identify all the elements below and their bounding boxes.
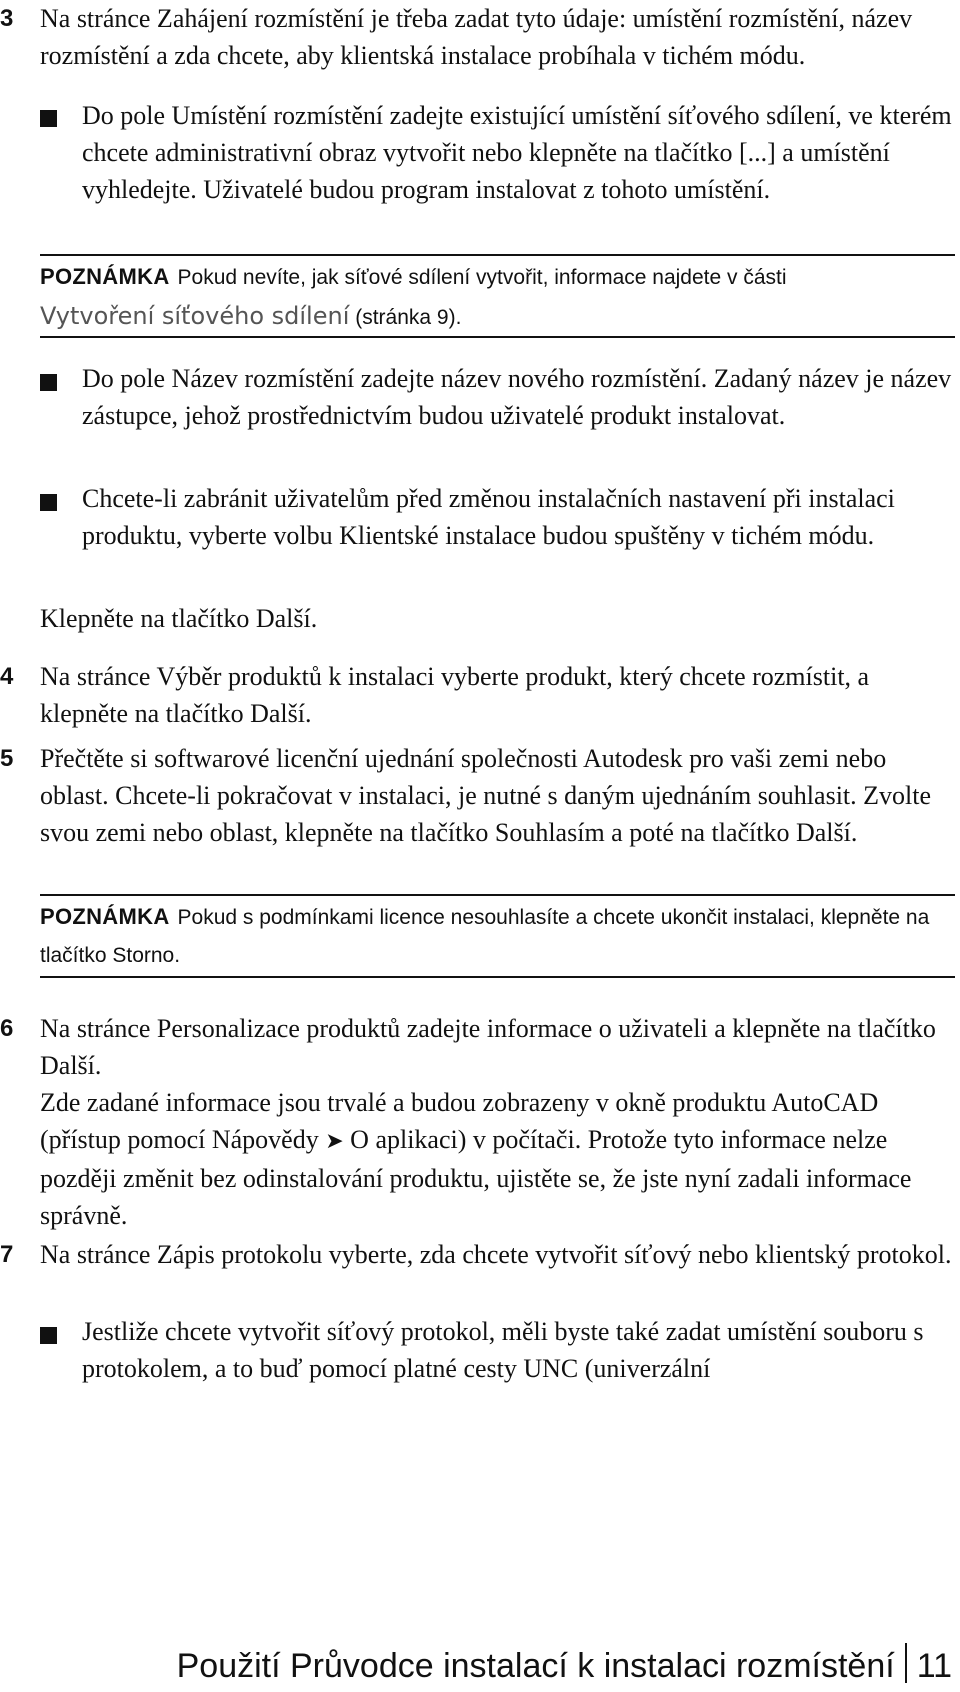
bullet-text: Do pole Umístění rozmístění zadejte existující umístění síťového sdílení, ve kterém chcete administrativní obraz vytvořit nebo klepněte na tlačítko [...] a umístění vyhledejte. Uživatelé budou program instalovat z tohoto umístění. [82,101,952,204]
step-number: 3 [0,5,14,32]
step-text: Na stránce Personalizace produktů zadejte informace o uživateli a klepněte na tlačítko Další. [40,1014,936,1080]
bullet-icon [40,494,57,511]
paragraph-text: O aplikaci) v počítači. Protože tyto informace nelze později změnit bez odinstalování produktu, ujistěte se, že jste nyní zadali informace správně. [40,1125,912,1230]
cross-reference-link[interactable]: Vytvoření síťového sdílení [40,302,350,330]
footer-separator [905,1643,907,1683]
page-number: 11 [916,1647,952,1685]
step-number: 4 [0,663,14,690]
note-text: Pokud s podmínkami licence nesouhlasíte a chcete ukončit instalaci, klepněte na tlačítko Storno. [40,906,930,967]
step-number: 6 [0,1015,14,1042]
step-text: Klepněte na tlačítko Další. [40,604,318,633]
footer-title: Použití Průvodce instalací k instalaci rozmístění [176,1647,895,1685]
note-box [40,254,955,338]
bullet-icon [40,110,57,127]
page-reference: (stránka 9). [355,306,462,329]
step-text: Na stránce Zahájení rozmístění je třeba zadat tyto údaje: umístění rozmístění, název rozmístění a zda chcete, aby klientská instalace probíhala v tichém módu. [40,4,913,70]
menu-arrow-icon: ➤ [325,1129,344,1154]
bullet-text: Chcete-li zabránit uživatelům před změnou instalačních nastavení při instalaci produktu, vyberte volbu Klientské instalace budou spuštěny v tichém módu. [82,484,895,550]
step-text: Na stránce Výběr produktů k instalaci vyberte produkt, který chcete rozmístit, a klepněte na tlačítko Další. [40,662,870,728]
step-number: 5 [0,745,14,772]
bullet-icon [40,1327,57,1344]
note-text: Pokud nevíte, jak síťové sdílení vytvořit, informace najdete v části [177,266,787,289]
bullet-icon [40,374,57,391]
note-label: POZNÁMKA [40,904,170,929]
note-label: POZNÁMKA [40,264,170,289]
paragraph-text: Zde zadané informace jsou trvalé a budou zobrazeny v okně produktu AutoCAD (přístup pomocí Nápovědy [40,1088,879,1154]
step-text: Přečtěte si softwarové licenční ujednání společnosti Autodesk pro vaši zemi nebo oblast. Chcete-li pokračovat v instalaci, je nutné s daným ujednáním souhlasit. Zvolte svou zemi nebo oblast, klepněte na tlačítko Souhlasím a poté na tlačítko Další. [40,744,932,847]
step-text: Na stránce Zápis protokolu vyberte, zda chcete vytvořit síťový nebo klientský protokol. [40,1240,952,1269]
bullet-text: Jestliže chcete vytvořit síťový protokol, měli byste také zadat umístění souboru s protokolem, a to buď pomocí platné cesty UNC (univerzální [82,1317,924,1383]
bullet-text: Do pole Název rozmístění zadejte název nového rozmístění. Zadaný název je název zástupce, jehož prostřednictvím budou uživatelé produkt instalovat. [82,364,952,430]
step-paragraph [40,1084,955,1234]
note-box [40,894,955,978]
step-number: 7 [0,1241,14,1268]
page-footer [177,1643,952,1688]
